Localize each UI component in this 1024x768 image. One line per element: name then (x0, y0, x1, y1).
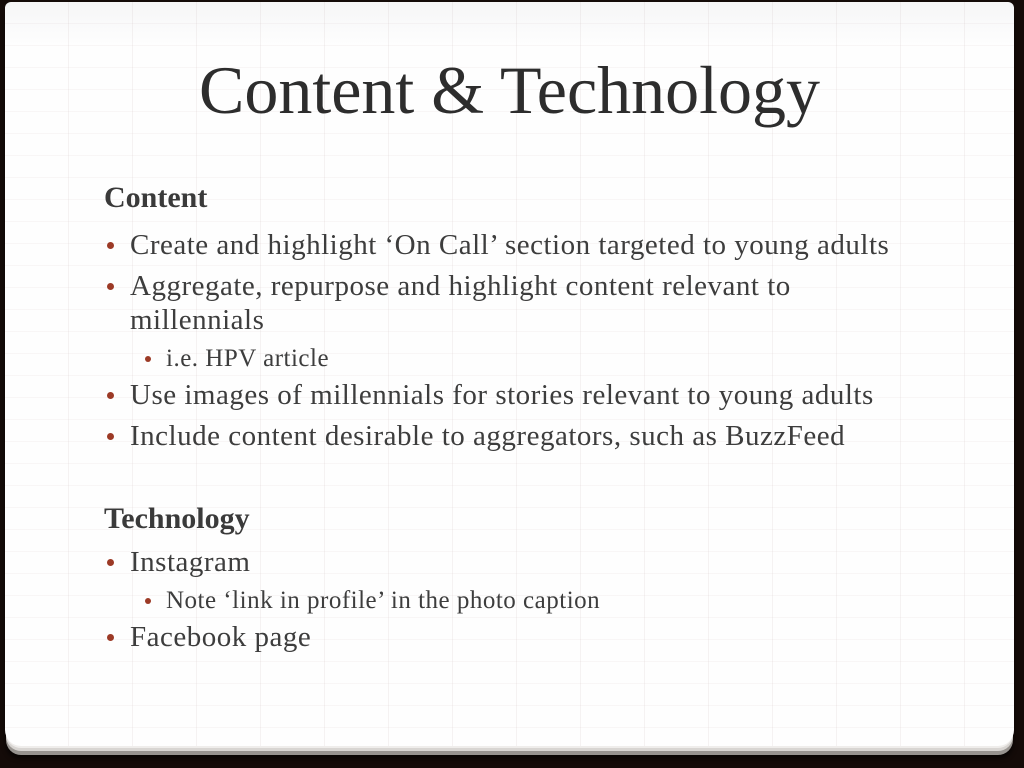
content-list (104, 228, 894, 453)
list-item (104, 419, 894, 453)
bullet-icon (107, 242, 114, 249)
bullet-icon (107, 433, 114, 440)
list-item (104, 620, 894, 654)
section-heading-content: Content (104, 181, 208, 214)
list-item (142, 586, 894, 616)
technology-list (104, 545, 894, 654)
list-item (104, 378, 894, 412)
bullet-text: Instagram (130, 546, 251, 578)
bullet-text: Facebook page (130, 621, 312, 653)
bullet-icon (107, 559, 114, 566)
bullet-icon (107, 634, 114, 641)
bullet-text: Create and highlight ‘On Call’ section targeted to young adults (130, 229, 890, 261)
bullet-icon (107, 392, 114, 399)
slide-title: Content & Technology (198, 52, 821, 128)
list-item (104, 545, 894, 579)
slide-body (104, 180, 894, 661)
bullet-text: Use images of millennials for stories relevant to young adults (130, 379, 874, 411)
bullet-text: Include content desirable to aggregators, such as BuzzFeed (130, 420, 846, 452)
bullet-icon (145, 356, 151, 362)
bullet-text: Note ‘link in profile’ in the photo caption (166, 587, 601, 614)
section-heading-technology: Technology (104, 502, 250, 535)
bullet-icon (145, 598, 151, 604)
list-item (142, 344, 894, 374)
list-item (104, 228, 894, 262)
bullet-icon (107, 283, 114, 290)
list-item (104, 269, 894, 337)
slide (5, 2, 1014, 746)
bullet-text: Aggregate, repurpose and highlight content relevant to millennials (130, 270, 791, 336)
bullet-text: i.e. HPV article (166, 345, 330, 372)
